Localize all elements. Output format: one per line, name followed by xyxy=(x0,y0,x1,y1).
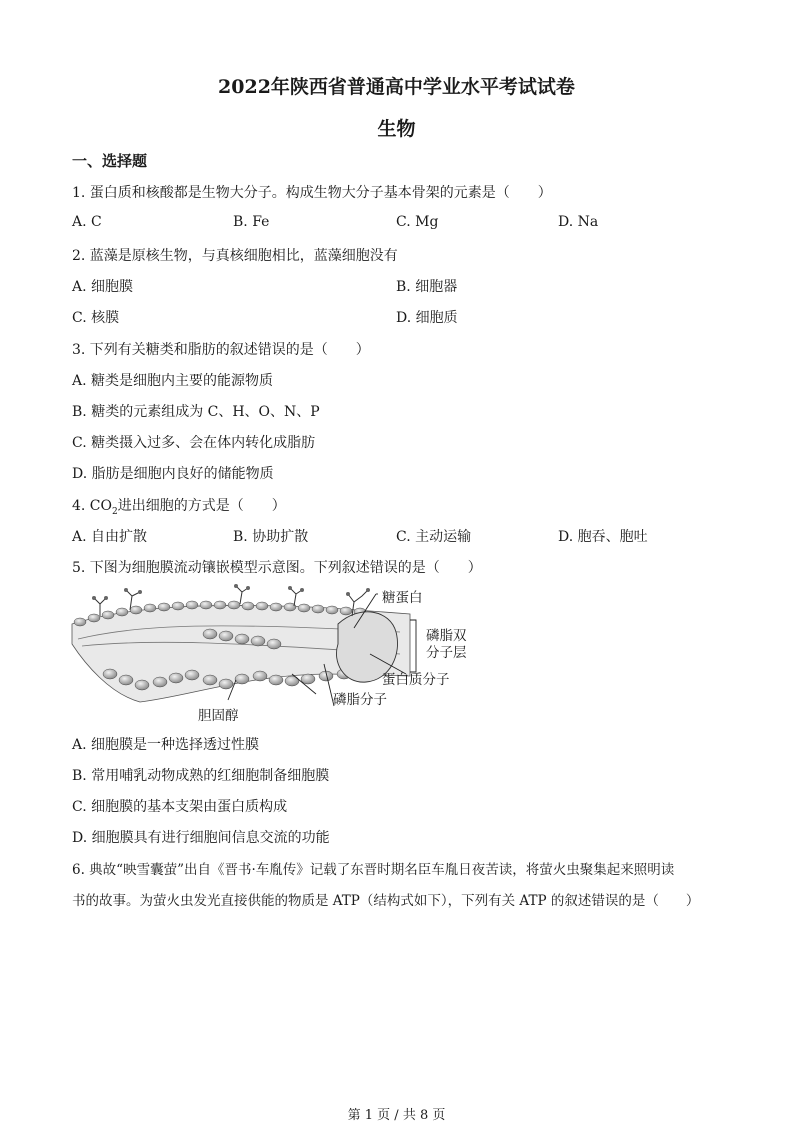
exam-title: 2022年陕西省普通高中学业水平考试试卷 xyxy=(218,76,575,98)
sugar-beads xyxy=(92,584,370,600)
q5-option-a: A. 细胞膜是一种选择透过性膜 xyxy=(72,737,260,753)
q4-option-c: C. 主动运输 xyxy=(396,529,472,545)
q2-option-a: A. 细胞膜 xyxy=(72,279,134,295)
q2-option-d: D. 细胞质 xyxy=(396,310,458,326)
q4-option-a: A. 自由扩散 xyxy=(72,529,148,545)
question-3-stem: 3. 下列有关糖类和脂肪的叙述错误的是（ ） xyxy=(72,342,370,358)
q1-option-b: B. Fe xyxy=(233,214,270,230)
q5-option-d: D. 细胞膜具有进行细胞间信息交流的功能 xyxy=(72,830,330,846)
q3-option-b: B. 糖类的元素组成为 C、H、O、N、P xyxy=(72,404,320,420)
question-2-stem: 2. 蓝藻是原核生物，与真核细胞相比，蓝藻细胞没有 xyxy=(72,248,398,264)
q4-stem-suffix: 进出细胞的方式是（ ） xyxy=(117,498,286,514)
q1-option-a: A. C xyxy=(72,214,102,230)
question-4-stem xyxy=(72,495,286,517)
label-cholesterol: 胆固醇 xyxy=(198,708,239,724)
question-6-stem-line2: 书的故事。为萤火虫发光直接供能的物质是 ATP（结构式如下），下列有关 ATP 的叙述错误的是（ ） xyxy=(72,893,700,909)
q1-option-d: D. Na xyxy=(558,214,599,230)
q3-option-c: C. 糖类摄入过多、会在体内转化成脂肪 xyxy=(72,435,316,451)
q4-stem-subscript: 2 xyxy=(112,506,118,517)
q3-option-d: D. 脂肪是细胞内良好的储能物质 xyxy=(72,466,274,482)
q3-option-a: A. 糖类是细胞内主要的能源物质 xyxy=(72,373,274,389)
page-footer: 第 1 页 / 共 8 页 xyxy=(347,1108,446,1123)
q2-option-b: B. 细胞器 xyxy=(396,279,458,295)
label-bilayer-line2: 分子层 xyxy=(426,645,467,661)
question-1-stem: 1. 蛋白质和核酸都是生物大分子。构成生物大分子基本骨架的元素是（ ） xyxy=(72,185,552,201)
label-glycoprotein: 糖蛋白 xyxy=(382,590,423,606)
question-5-stem: 5. 下图为细胞膜流动镶嵌模型示意图。下列叙述错误的是（ ） xyxy=(72,560,482,576)
q5-option-b: B. 常用哺乳动物成熟的红细胞制备细胞膜 xyxy=(72,768,330,784)
q5-option-c: C. 细胞膜的基本支架由蛋白质构成 xyxy=(72,799,288,815)
q1-option-c: C. Mg xyxy=(396,214,439,230)
label-protein: 蛋白质分子 xyxy=(382,672,450,688)
q4-stem-prefix: 4. CO xyxy=(72,498,112,514)
exam-subject: 生物 xyxy=(377,118,416,140)
label-phospholipid: 磷脂分子 xyxy=(333,692,387,708)
q4-option-b: B. 协助扩散 xyxy=(233,529,309,545)
label-bilayer-line1: 磷脂双 xyxy=(426,628,467,644)
question-6-stem-line1: 6. 典故“映雪囊萤”出自《晋书·车胤传》记载了东晋时期名臣车胤日夜苦读，将萤火虫聚集起来照明读 xyxy=(72,862,675,878)
section-title: 一、选择题 xyxy=(72,152,148,170)
q4-option-d: D. 胞吞、胞吐 xyxy=(558,529,648,545)
q2-option-c: C. 核膜 xyxy=(72,310,120,326)
